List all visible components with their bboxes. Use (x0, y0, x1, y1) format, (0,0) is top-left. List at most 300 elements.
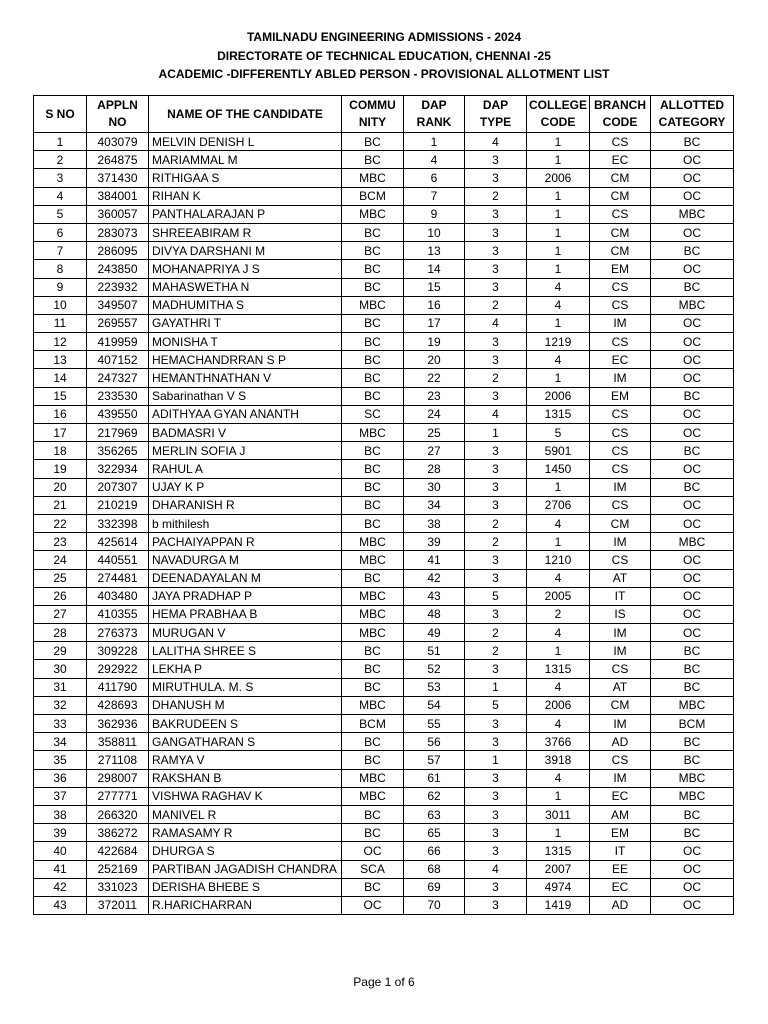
cell-s-no: 33 (34, 715, 87, 733)
cell-allotted-category: MBC (651, 205, 734, 223)
cell-candidate-name: DIVYA DARSHANI M (149, 242, 342, 260)
cell-branch-code: CS (590, 205, 651, 223)
cell-appln-no: 422684 (87, 842, 149, 860)
cell-branch-code: EC (590, 351, 651, 369)
table-row (34, 187, 734, 205)
cell-s-no: 5 (34, 205, 87, 223)
cell-dap-rank: 15 (404, 278, 465, 296)
cell-branch-code: IT (590, 842, 651, 860)
column-header-line1: BRANCH (594, 98, 646, 112)
table-row (34, 587, 734, 605)
cell-dap-type: 3 (465, 242, 527, 260)
cell-allotted-category: BCM (651, 715, 734, 733)
table-row (34, 569, 734, 587)
table-row (34, 551, 734, 569)
table-row (34, 260, 734, 278)
cell-appln-no: 274481 (87, 569, 149, 587)
cell-college-code: 3011 (527, 805, 590, 823)
table-row (34, 424, 734, 442)
cell-s-no: 29 (34, 642, 87, 660)
cell-dap-type: 3 (465, 842, 527, 860)
cell-allotted-category: BC (651, 678, 734, 696)
cell-college-code: 4 (527, 715, 590, 733)
cell-branch-code: CS (590, 296, 651, 314)
table-row (34, 678, 734, 696)
cell-community: BC (342, 133, 404, 151)
cell-branch-code: IM (590, 314, 651, 332)
cell-s-no: 28 (34, 624, 87, 642)
table-row (34, 878, 734, 896)
cell-dap-rank: 57 (404, 751, 465, 769)
cell-appln-no: 407152 (87, 351, 149, 369)
cell-dap-rank: 42 (404, 569, 465, 587)
cell-branch-code: IT (590, 587, 651, 605)
cell-community: MBC (342, 424, 404, 442)
cell-allotted-category: MBC (651, 769, 734, 787)
cell-candidate-name: PACHAIYAPPAN R (149, 533, 342, 551)
cell-appln-no: 283073 (87, 223, 149, 241)
cell-branch-code: CS (590, 278, 651, 296)
cell-dap-type: 2 (465, 533, 527, 551)
table-row (34, 824, 734, 842)
cell-branch-code: CS (590, 551, 651, 569)
column-header-line2: CODE (540, 115, 576, 129)
cell-college-code: 1315 (527, 405, 590, 423)
cell-appln-no: 403480 (87, 587, 149, 605)
table-row (34, 605, 734, 623)
cell-s-no: 18 (34, 442, 87, 460)
allotment-table (33, 95, 734, 915)
cell-college-code: 2006 (527, 169, 590, 187)
cell-candidate-name: RAMASAMY R (149, 824, 342, 842)
cell-branch-code: CM (590, 169, 651, 187)
cell-dap-rank: 66 (404, 842, 465, 860)
cell-dap-rank: 43 (404, 587, 465, 605)
cell-community: BC (342, 387, 404, 405)
cell-community: MBC (342, 205, 404, 223)
cell-branch-code: CM (590, 696, 651, 714)
cell-dap-rank: 25 (404, 424, 465, 442)
cell-dap-type: 3 (465, 769, 527, 787)
table-row (34, 842, 734, 860)
cell-s-no: 19 (34, 460, 87, 478)
table-row (34, 860, 734, 878)
column-header-line1: NAME OF THE CANDIDATE (167, 106, 323, 121)
cell-community: MBC (342, 605, 404, 623)
cell-candidate-name: GANGATHARAN S (149, 733, 342, 751)
cell-college-code: 2007 (527, 860, 590, 878)
cell-dap-type: 3 (465, 569, 527, 587)
cell-appln-no: 210219 (87, 496, 149, 514)
cell-dap-type: 3 (465, 660, 527, 678)
table-row (34, 805, 734, 823)
cell-dap-type: 3 (465, 805, 527, 823)
column-header-line2: RANK (416, 115, 452, 129)
cell-community: MBC (342, 769, 404, 787)
cell-dap-rank: 24 (404, 405, 465, 423)
cell-candidate-name: MANIVEL R (149, 805, 342, 823)
cell-candidate-name: R.HARICHARRAN (149, 896, 342, 914)
cell-college-code: 1 (527, 478, 590, 496)
cell-appln-no: 309228 (87, 642, 149, 660)
table-row (34, 660, 734, 678)
cell-appln-no: 403079 (87, 133, 149, 151)
cell-community: BC (342, 751, 404, 769)
cell-dap-type: 5 (465, 587, 527, 605)
table-body (34, 133, 734, 915)
cell-branch-code: EC (590, 787, 651, 805)
cell-dap-type: 1 (465, 751, 527, 769)
cell-allotted-category: OC (651, 460, 734, 478)
cell-community: BC (342, 314, 404, 332)
table-row (34, 733, 734, 751)
table-row (34, 333, 734, 351)
cell-candidate-name: RAMYA V (149, 751, 342, 769)
cell-dap-rank: 19 (404, 333, 465, 351)
cell-candidate-name: MERLIN SOFIA J (149, 442, 342, 460)
cell-candidate-name: LEKHA P (149, 660, 342, 678)
cell-community: MBC (342, 787, 404, 805)
cell-college-code: 1219 (527, 333, 590, 351)
cell-candidate-name: DHARANISH R (149, 496, 342, 514)
cell-dap-type: 4 (465, 405, 527, 423)
cell-allotted-category: BC (651, 478, 734, 496)
cell-college-code: 4 (527, 624, 590, 642)
cell-dap-type: 3 (465, 715, 527, 733)
cell-community: BC (342, 514, 404, 532)
cell-dap-rank: 1 (404, 133, 465, 151)
cell-candidate-name: PANTHALARAJAN P (149, 205, 342, 223)
cell-allotted-category: OC (651, 587, 734, 605)
cell-branch-code: AM (590, 805, 651, 823)
cell-appln-no: 358811 (87, 733, 149, 751)
cell-candidate-name: BADMASRI V (149, 424, 342, 442)
cell-community: MBC (342, 551, 404, 569)
cell-s-no: 30 (34, 660, 87, 678)
cell-branch-code: CS (590, 405, 651, 423)
cell-college-code: 1 (527, 133, 590, 151)
header-title: TAMILNADU ENGINEERING ADMISSIONS - 2024 (246, 30, 522, 44)
cell-s-no: 26 (34, 587, 87, 605)
cell-dap-rank: 10 (404, 223, 465, 241)
cell-candidate-name: ADITHYAA GYAN ANANTH (149, 405, 342, 423)
cell-dap-rank: 34 (404, 496, 465, 514)
cell-college-code: 1 (527, 369, 590, 387)
cell-allotted-category: OC (651, 896, 734, 914)
cell-allotted-category: OC (651, 260, 734, 278)
cell-s-no: 43 (34, 896, 87, 914)
cell-appln-no: 286095 (87, 242, 149, 260)
cell-allotted-category: BC (651, 751, 734, 769)
cell-appln-no: 252169 (87, 860, 149, 878)
cell-community: BC (342, 151, 404, 169)
table-row (34, 460, 734, 478)
column-header-candidate-name (149, 96, 342, 133)
cell-community: BC (342, 496, 404, 514)
cell-candidate-name: NAVADURGA M (149, 551, 342, 569)
table-row (34, 769, 734, 787)
cell-college-code: 5901 (527, 442, 590, 460)
cell-s-no: 27 (34, 605, 87, 623)
cell-allotted-category: OC (651, 223, 734, 241)
column-header-community (342, 96, 404, 133)
cell-candidate-name: SHREEABIRAM R (149, 223, 342, 241)
cell-branch-code: CS (590, 333, 651, 351)
cell-appln-no: 223932 (87, 278, 149, 296)
cell-community: BC (342, 642, 404, 660)
cell-appln-no: 269557 (87, 314, 149, 332)
column-header-line2: CODE (602, 115, 638, 129)
cell-appln-no: 386272 (87, 824, 149, 842)
cell-appln-no: 372011 (87, 896, 149, 914)
cell-dap-type: 3 (465, 333, 527, 351)
cell-candidate-name: DHANUSH M (149, 696, 342, 714)
cell-dap-type: 3 (465, 205, 527, 223)
cell-college-code: 4 (527, 769, 590, 787)
cell-college-code: 4 (527, 278, 590, 296)
cell-college-code: 1 (527, 642, 590, 660)
cell-community: BC (342, 878, 404, 896)
cell-branch-code: CM (590, 514, 651, 532)
cell-allotted-category: MBC (651, 533, 734, 551)
cell-appln-no: 277771 (87, 787, 149, 805)
column-header-line1: DAP TYPE (479, 98, 512, 129)
cell-community: MBC (342, 587, 404, 605)
cell-branch-code: EM (590, 824, 651, 842)
cell-s-no: 37 (34, 787, 87, 805)
cell-college-code: 1315 (527, 660, 590, 678)
cell-dap-type: 3 (465, 442, 527, 460)
cell-s-no: 8 (34, 260, 87, 278)
column-header-line2: NITY (358, 115, 387, 129)
cell-community: BC (342, 478, 404, 496)
cell-dap-type: 2 (465, 624, 527, 642)
cell-appln-no: 428693 (87, 696, 149, 714)
cell-branch-code: CS (590, 442, 651, 460)
cell-dap-rank: 69 (404, 878, 465, 896)
cell-s-no: 16 (34, 405, 87, 423)
cell-s-no: 14 (34, 369, 87, 387)
cell-branch-code: EC (590, 878, 651, 896)
cell-branch-code: IS (590, 605, 651, 623)
cell-allotted-category: OC (651, 624, 734, 642)
cell-allotted-category: OC (651, 605, 734, 623)
cell-allotted-category: OC (651, 314, 734, 332)
cell-dap-type: 3 (465, 151, 527, 169)
cell-dap-type: 2 (465, 514, 527, 532)
cell-college-code: 1 (527, 824, 590, 842)
cell-allotted-category: OC (651, 496, 734, 514)
cell-appln-no: 247327 (87, 369, 149, 387)
column-header-allotted-category (651, 96, 734, 133)
table-row (34, 314, 734, 332)
cell-candidate-name: HEMA PRABHAA B (149, 605, 342, 623)
cell-dap-rank: 70 (404, 896, 465, 914)
table-row (34, 387, 734, 405)
cell-college-code: 4 (527, 296, 590, 314)
cell-s-no: 3 (34, 169, 87, 187)
cell-appln-no: 384001 (87, 187, 149, 205)
cell-allotted-category: OC (651, 842, 734, 860)
cell-candidate-name: GAYATHRI T (149, 314, 342, 332)
column-header-line2: CATEGORY (658, 115, 726, 129)
cell-dap-type: 1 (465, 424, 527, 442)
cell-community: BC (342, 824, 404, 842)
cell-allotted-category: OC (651, 860, 734, 878)
cell-college-code: 2006 (527, 696, 590, 714)
column-header-appln-no (87, 96, 149, 133)
cell-allotted-category: MBC (651, 696, 734, 714)
cell-dap-rank: 62 (404, 787, 465, 805)
cell-community: BC (342, 242, 404, 260)
cell-branch-code: CM (590, 242, 651, 260)
cell-s-no: 22 (34, 514, 87, 532)
cell-college-code: 4974 (527, 878, 590, 896)
cell-college-code: 1210 (527, 551, 590, 569)
cell-dap-rank: 22 (404, 369, 465, 387)
cell-dap-rank: 51 (404, 642, 465, 660)
column-header-dap-type (465, 96, 527, 133)
cell-dap-rank: 38 (404, 514, 465, 532)
cell-dap-rank: 68 (404, 860, 465, 878)
cell-allotted-category: BC (651, 733, 734, 751)
cell-branch-code: CS (590, 660, 651, 678)
cell-allotted-category: OC (651, 169, 734, 187)
cell-candidate-name: RAKSHAN B (149, 769, 342, 787)
cell-s-no: 4 (34, 187, 87, 205)
cell-branch-code: CM (590, 223, 651, 241)
cell-branch-code: EM (590, 387, 651, 405)
cell-dap-type: 3 (465, 478, 527, 496)
cell-s-no: 9 (34, 278, 87, 296)
cell-community: BC (342, 442, 404, 460)
cell-branch-code: CS (590, 751, 651, 769)
cell-dap-rank: 54 (404, 696, 465, 714)
cell-branch-code: EE (590, 860, 651, 878)
cell-appln-no: 411790 (87, 678, 149, 696)
table-row (34, 514, 734, 532)
cell-community: MBC (342, 696, 404, 714)
cell-allotted-category: OC (651, 569, 734, 587)
cell-college-code: 3766 (527, 733, 590, 751)
cell-college-code: 1315 (527, 842, 590, 860)
cell-allotted-category: OC (651, 333, 734, 351)
cell-dap-type: 3 (465, 260, 527, 278)
cell-s-no: 12 (34, 333, 87, 351)
cell-allotted-category: OC (651, 187, 734, 205)
cell-appln-no: 331023 (87, 878, 149, 896)
cell-appln-no: 233530 (87, 387, 149, 405)
cell-allotted-category: BC (651, 242, 734, 260)
cell-dap-rank: 30 (404, 478, 465, 496)
table-row (34, 696, 734, 714)
cell-allotted-category: BC (651, 133, 734, 151)
cell-allotted-category: OC (651, 551, 734, 569)
cell-dap-type: 4 (465, 133, 527, 151)
cell-allotted-category: MBC (651, 787, 734, 805)
cell-dap-rank: 9 (404, 205, 465, 223)
cell-college-code: 2005 (527, 587, 590, 605)
cell-appln-no: 425614 (87, 533, 149, 551)
cell-community: BC (342, 460, 404, 478)
cell-college-code: 1 (527, 187, 590, 205)
table-row (34, 133, 734, 151)
column-header-s-no (34, 96, 87, 133)
column-header-line1: APPLN (97, 98, 138, 112)
table-header-row (34, 96, 734, 133)
cell-dap-type: 3 (465, 787, 527, 805)
cell-candidate-name: RAHUL A (149, 460, 342, 478)
cell-dap-type: 3 (465, 896, 527, 914)
cell-allotted-category: MBC (651, 296, 734, 314)
cell-branch-code: AT (590, 678, 651, 696)
table-row (34, 205, 734, 223)
cell-college-code: 1 (527, 533, 590, 551)
cell-dap-type: 2 (465, 296, 527, 314)
cell-s-no: 34 (34, 733, 87, 751)
table-row (34, 787, 734, 805)
cell-dap-rank: 13 (404, 242, 465, 260)
cell-appln-no: 322934 (87, 460, 149, 478)
cell-allotted-category: BC (651, 642, 734, 660)
column-header-dap-rank (404, 96, 465, 133)
cell-candidate-name: MADHUMITHA S (149, 296, 342, 314)
column-header-line1: DAP (421, 98, 447, 112)
cell-s-no: 20 (34, 478, 87, 496)
cell-college-code: 1 (527, 223, 590, 241)
column-header-college-code (527, 96, 590, 133)
cell-s-no: 2 (34, 151, 87, 169)
cell-candidate-name: BAKRUDEEN S (149, 715, 342, 733)
cell-college-code: 4 (527, 569, 590, 587)
cell-dap-rank: 61 (404, 769, 465, 787)
cell-community: MBC (342, 533, 404, 551)
table-row (34, 642, 734, 660)
cell-s-no: 42 (34, 878, 87, 896)
cell-appln-no: 332398 (87, 514, 149, 532)
cell-dap-rank: 14 (404, 260, 465, 278)
cell-branch-code: CS (590, 496, 651, 514)
cell-community: SCA (342, 860, 404, 878)
cell-branch-code: AT (590, 569, 651, 587)
cell-dap-type: 3 (465, 351, 527, 369)
cell-community: MBC (342, 624, 404, 642)
cell-college-code: 1 (527, 787, 590, 805)
cell-branch-code: IM (590, 642, 651, 660)
cell-dap-rank: 28 (404, 460, 465, 478)
document-header (0, 28, 768, 84)
cell-s-no: 23 (34, 533, 87, 551)
cell-appln-no: 243850 (87, 260, 149, 278)
cell-college-code: 1 (527, 151, 590, 169)
cell-dap-rank: 65 (404, 824, 465, 842)
cell-allotted-category: BC (651, 278, 734, 296)
cell-community: BC (342, 369, 404, 387)
cell-appln-no: 371430 (87, 169, 149, 187)
cell-dap-type: 2 (465, 642, 527, 660)
cell-branch-code: AD (590, 896, 651, 914)
cell-appln-no: 266320 (87, 805, 149, 823)
cell-dap-type: 3 (465, 551, 527, 569)
cell-community: OC (342, 896, 404, 914)
cell-community: BC (342, 260, 404, 278)
table-row (34, 169, 734, 187)
cell-candidate-name: RITHIGAA S (149, 169, 342, 187)
cell-dap-type: 3 (465, 460, 527, 478)
cell-appln-no: 419959 (87, 333, 149, 351)
cell-allotted-category: OC (651, 405, 734, 423)
table-row (34, 478, 734, 496)
